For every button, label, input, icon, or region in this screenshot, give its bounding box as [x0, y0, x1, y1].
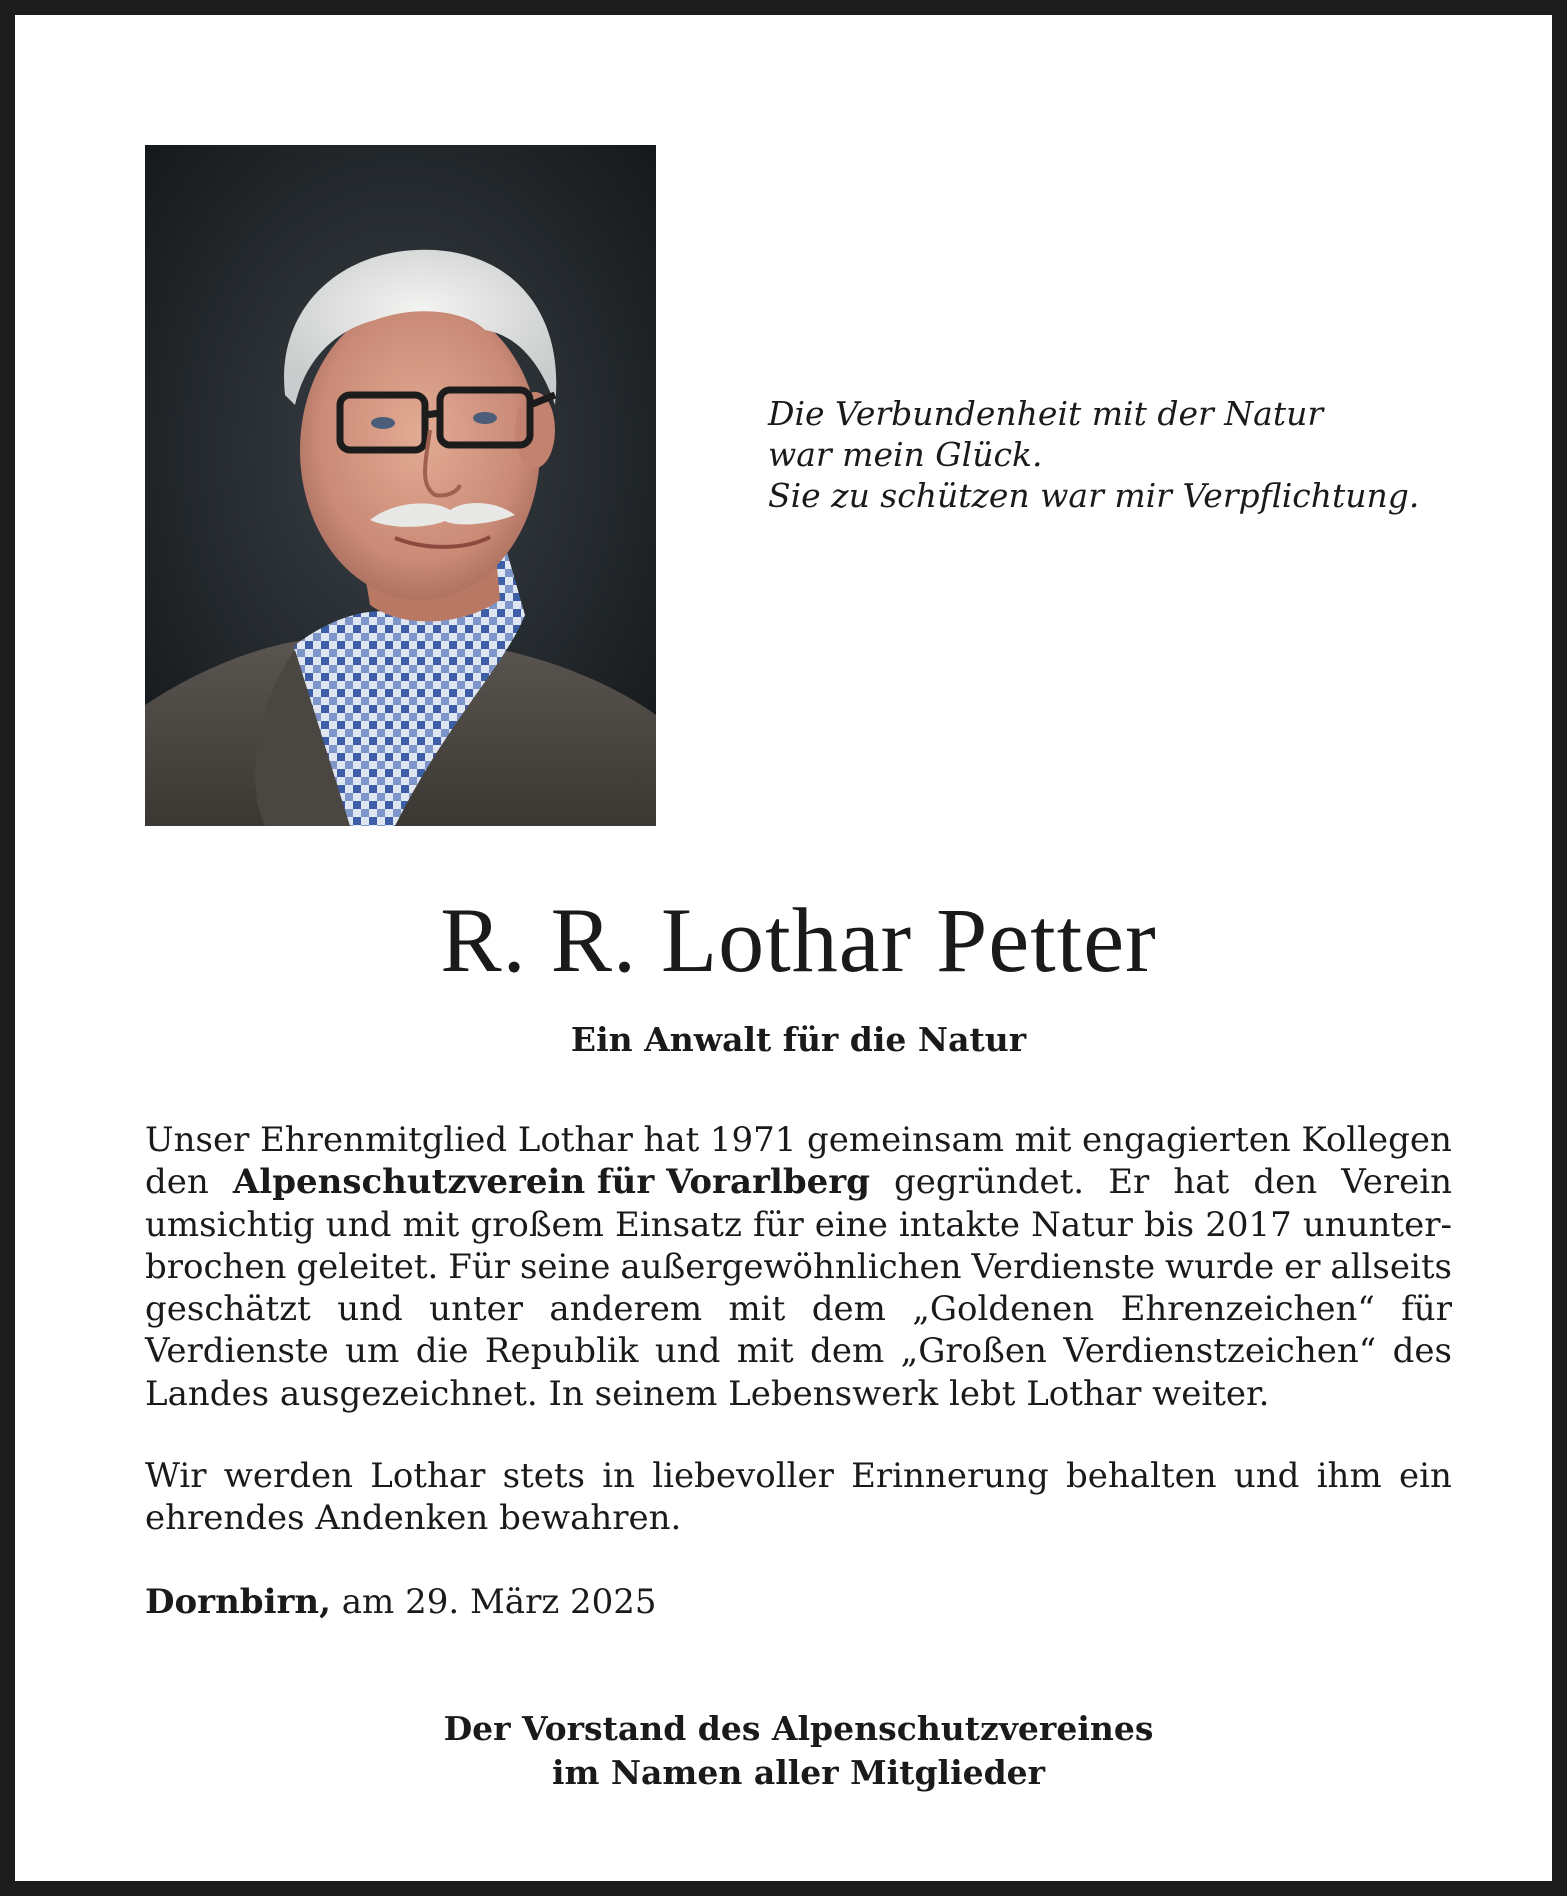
- word: werden: [223, 1456, 353, 1496]
- word: er: [1284, 1246, 1321, 1287]
- portrait-photo: [145, 145, 656, 826]
- word: in: [602, 1456, 636, 1496]
- word: und: [325, 1204, 392, 1245]
- word: mit: [1014, 1120, 1072, 1160]
- word: den: [145, 1162, 209, 1203]
- word: hat: [1173, 1162, 1230, 1203]
- deceased-name: R. R. Lothar Petter: [440, 889, 1157, 991]
- date-text: am 29. März 2025: [341, 1582, 657, 1622]
- word: Ehrenzeichen“: [1120, 1289, 1375, 1330]
- word: dem: [811, 1289, 886, 1330]
- word: mit: [402, 1204, 460, 1245]
- text-row-last: ehrendes Andenken bewahren.: [145, 1498, 682, 1539]
- memorial-quote: [768, 393, 1468, 516]
- word: ununter-: [1302, 1204, 1452, 1245]
- word: Verdienstzeichen“: [1063, 1331, 1377, 1372]
- word: und: [654, 1331, 721, 1372]
- word: ihm: [1316, 1456, 1382, 1496]
- word: Erinnerung: [851, 1456, 1049, 1496]
- word: stets: [502, 1456, 585, 1496]
- word: Lothar: [517, 1120, 633, 1160]
- word: ein: [1398, 1456, 1452, 1496]
- word: Natur: [1031, 1204, 1133, 1245]
- word: 1971: [709, 1120, 797, 1160]
- word: Ehrenmitglied: [259, 1120, 508, 1160]
- text-row: [145, 1330, 1452, 1372]
- word: hat: [643, 1120, 700, 1160]
- place-name: Dornbirn,: [145, 1582, 331, 1622]
- word: allseits: [1330, 1246, 1452, 1287]
- quote-line: Sie zu schützen war mir Verpflichtung.: [768, 476, 1420, 515]
- word: des: [1392, 1331, 1452, 1372]
- signature-line: Der Vorstand des Alpenschutzvereines: [443, 1709, 1154, 1748]
- word: liebevoller: [652, 1456, 834, 1496]
- text-row: [145, 1246, 1452, 1288]
- word: großem: [470, 1204, 604, 1245]
- association-name: Alpenschutzverein für Vorarlberg: [232, 1162, 870, 1203]
- word: intakte: [898, 1204, 1020, 1245]
- word: die: [415, 1331, 469, 1372]
- word: außergewöhnlichen: [620, 1246, 962, 1287]
- dateline: [145, 1580, 1045, 1624]
- word: engagierten: [1081, 1120, 1291, 1160]
- word: unter: [429, 1289, 524, 1330]
- text-row: [145, 1455, 1452, 1497]
- word: Für: [448, 1246, 511, 1287]
- text-row: [145, 1204, 1452, 1246]
- word: geleitet.: [296, 1246, 439, 1287]
- word: Verdienste: [971, 1246, 1156, 1287]
- word: Unser: [145, 1120, 250, 1160]
- subtitle: Ein Anwalt für die Natur: [570, 1020, 1027, 1059]
- word: Er: [1108, 1162, 1150, 1203]
- word: Wir: [145, 1456, 207, 1496]
- word: wurde: [1165, 1246, 1275, 1287]
- word: Verein: [1341, 1162, 1452, 1203]
- word: seine: [519, 1246, 611, 1287]
- text-row-last: Landes ausgezeichnet. In seinem Lebenswerk lebt Lothar weiter.: [145, 1373, 1270, 1414]
- word: dem: [810, 1331, 885, 1372]
- word: 2017: [1205, 1204, 1292, 1245]
- text-row: [145, 1288, 1452, 1330]
- word: eine: [814, 1204, 888, 1245]
- word: Einsatz: [614, 1204, 742, 1245]
- remembrance-paragraph: [145, 1455, 1452, 1540]
- text-row: [145, 1119, 1452, 1161]
- word: gegründet.: [894, 1162, 1085, 1203]
- word: mit: [728, 1289, 786, 1330]
- word: anderem: [549, 1289, 703, 1330]
- word: Verdienste: [145, 1331, 329, 1372]
- word: „Großen: [900, 1331, 1047, 1372]
- portrait-illustration: [145, 145, 656, 826]
- word: für: [1401, 1289, 1452, 1330]
- quote-line: Die Verbundenheit mit der Natur: [768, 394, 1324, 433]
- word: gemeinsam: [807, 1120, 1005, 1160]
- word: den: [1253, 1162, 1318, 1203]
- quote-line: war mein Glück.: [768, 435, 1043, 474]
- word: Republik: [484, 1331, 639, 1372]
- word: Lothar: [370, 1456, 486, 1496]
- word: Kollegen: [1301, 1120, 1452, 1160]
- tribute-paragraph: [145, 1119, 1452, 1415]
- word: behalten: [1066, 1456, 1217, 1496]
- word: und: [337, 1289, 403, 1330]
- word: geschätzt: [145, 1289, 311, 1330]
- word: um: [345, 1331, 400, 1372]
- word: für: [752, 1204, 804, 1245]
- text-row: [145, 1161, 1452, 1203]
- word: „Goldenen: [912, 1289, 1095, 1330]
- word: mit: [736, 1331, 794, 1372]
- signature-block: [15, 1707, 1567, 1795]
- word: und: [1233, 1456, 1300, 1496]
- word: brochen: [145, 1246, 287, 1287]
- word: bis: [1144, 1204, 1195, 1245]
- signature-line: im Namen aller Mitglieder: [551, 1753, 1046, 1792]
- word: umsichtig: [145, 1204, 315, 1245]
